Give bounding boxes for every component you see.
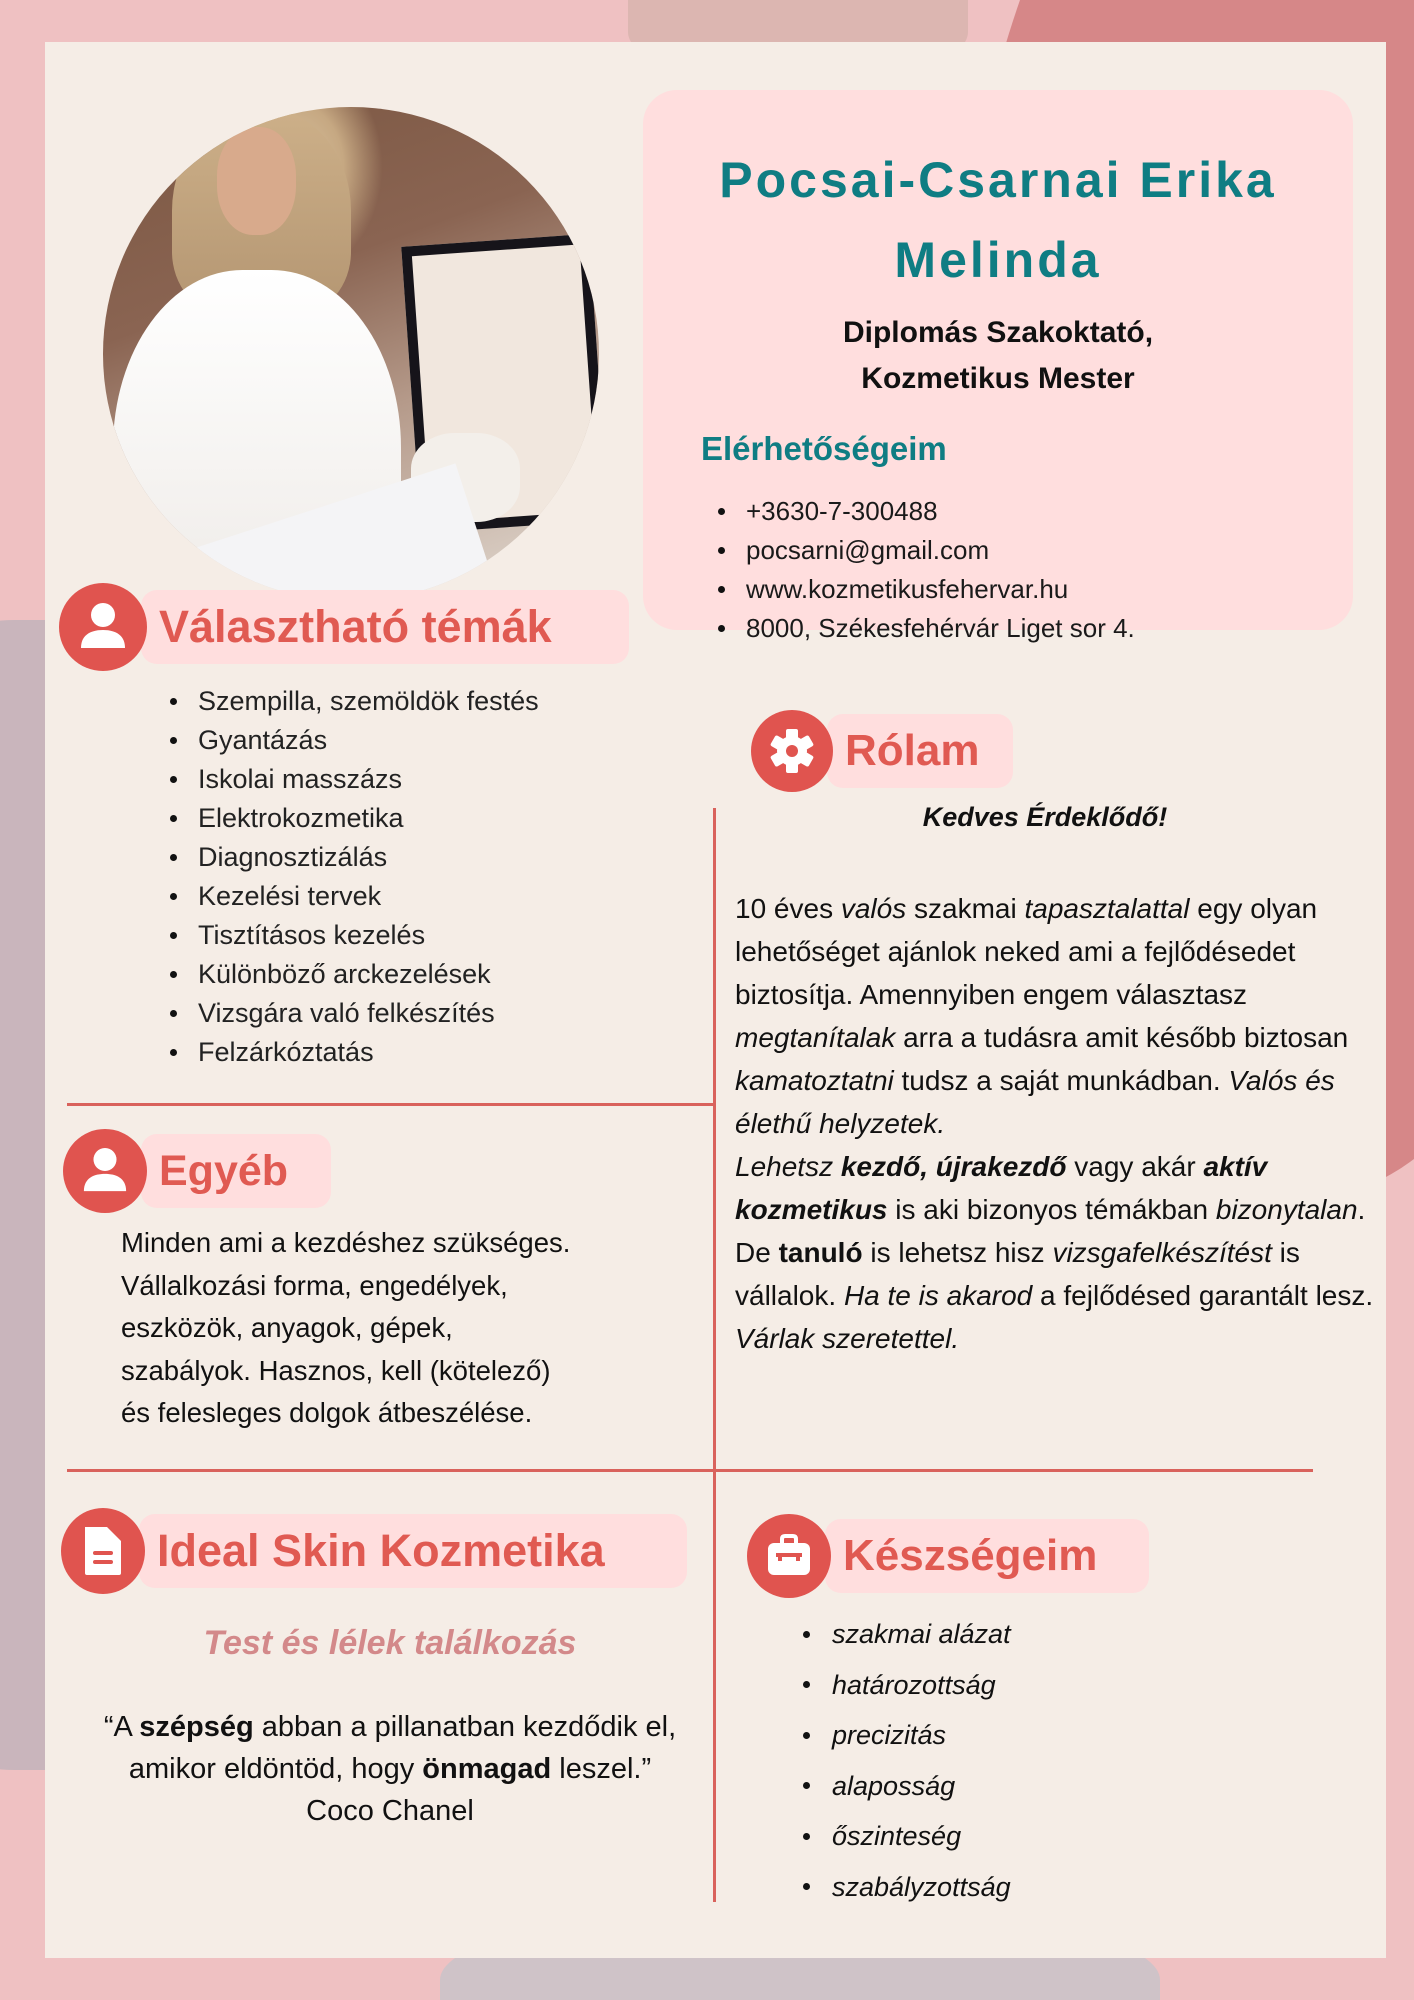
bullet-icon [803,1833,810,1840]
contact-website[interactable]: www.kozmetikusfehervar.hu [718,570,1135,609]
bullet-icon [718,547,725,554]
bullet-icon [170,737,177,744]
bullet-icon [170,776,177,783]
horizontal-divider [67,1103,715,1106]
bullet-icon [718,625,725,632]
about-section-header [751,710,1013,792]
skills-list [803,1609,1011,1912]
topics-section-header [59,583,629,671]
list-item: Kezelési tervek [170,877,539,916]
list-item: precizitás [803,1710,1011,1761]
user-icon [59,583,147,671]
bullet-icon [170,815,177,822]
list-item: határozottság [803,1660,1011,1711]
bullet-icon [803,1631,810,1638]
other-section-header [63,1129,331,1213]
briefcase-icon [747,1514,831,1598]
business-heading: Ideal Skin Kozmetika [139,1514,687,1588]
bullet-icon [170,1010,177,1017]
contact-heading: Elérhetőségeim [701,430,947,467]
bullet-icon [170,893,177,900]
list-item: Tisztításos kezelés [170,916,539,955]
contact-list [718,492,1135,648]
header-card [643,90,1353,643]
bullet-icon [718,508,725,515]
list-item: Vizsgára való felkészítés [170,994,539,1033]
list-item: Gyantázás [170,721,539,760]
list-item: alaposság [803,1761,1011,1812]
quote-author: Coco Chanel [306,1795,474,1827]
bullet-icon [803,1883,810,1890]
bullet-icon [170,932,177,939]
contact-phone[interactable]: +3630-7-300488 [718,492,1135,531]
document-icon [61,1508,145,1594]
about-body: 10 éves valós szakmai tapasztalattal egy olyan lehetőséget ajánlok neked ami a fejlődésedet biztosítja. Amennyiben engem választasz megtanítalak arra a tudásra amit később biztosan kamatoztatni tudsz a saját munkádban. Valós és élethű helyzetek. Lehetsz kezdő, újrakezdő vagy akár aktív kozmetikus is aki bizonyos témákban bizonytalan. De tanuló is lehetsz hisz vizsgafelkészítést is vállalok. Ha te is akarod a fejlődésed garantált lesz. Várlak szeretettel. [735,893,1374,1354]
resume-sheet [45,42,1386,1958]
quote: “A szépség abban a pillanatban kezdődik el, amikor eldöntöd, hogy önmagad leszel.” Coco Chanel [65,1706,715,1832]
bullet-icon [803,1732,810,1739]
skills-section-header [747,1514,1149,1598]
list-item: szabályzottság [803,1862,1011,1913]
contact-email[interactable]: pocsarni@gmail.com [718,531,1135,570]
list-item: őszinteség [803,1811,1011,1862]
bullet-icon [170,971,177,978]
user-icon [63,1129,147,1213]
about-heading: Rólam [827,714,1013,788]
list-item: Diagnosztizálás [170,838,539,877]
topics-list [170,682,539,1072]
bullet-icon [803,1782,810,1789]
bullet-icon [718,586,725,593]
bullet-icon [803,1681,810,1688]
other-description: Minden ami a kezdéshez szükséges. Vállalkozási forma, engedélyek, eszközök, anyagok, gépek, szabályok. Hasznos, kell (kötelező) és felesleges dolgok átbeszélése. [121,1227,571,1428]
list-item: Elektrokozmetika [170,799,539,838]
profile-photo [103,107,599,601]
list-item: Szempilla, szemöldök festés [170,682,539,721]
list-item: Iskolai masszázs [170,760,539,799]
job-title: Diplomás Szakoktató, Kozmetikus Mester [842,316,1154,395]
other-heading: Egyéb [141,1134,331,1208]
list-item: Felzárkóztatás [170,1033,539,1072]
bullet-icon [170,1049,177,1056]
list-item: szakmai alázat [803,1609,1011,1660]
topics-heading: Választható témák [141,590,629,664]
bullet-icon [170,854,177,861]
horizontal-divider [67,1469,1313,1472]
about-greeting: Kedves Érdeklődő! [922,802,1168,832]
gear-icon [751,710,833,792]
list-item: Különböző arckezelések [170,955,539,994]
skills-heading: Készségeim [825,1519,1149,1593]
contact-address: 8000, Székesfehérvár Liget sor 4. [718,609,1135,648]
business-slogan: Test és lélek találkozás [203,1624,577,1662]
business-section-header [61,1508,687,1594]
bullet-icon [170,698,177,705]
person-name: Pocsai-Csarnai Erika Melinda [719,152,1277,288]
